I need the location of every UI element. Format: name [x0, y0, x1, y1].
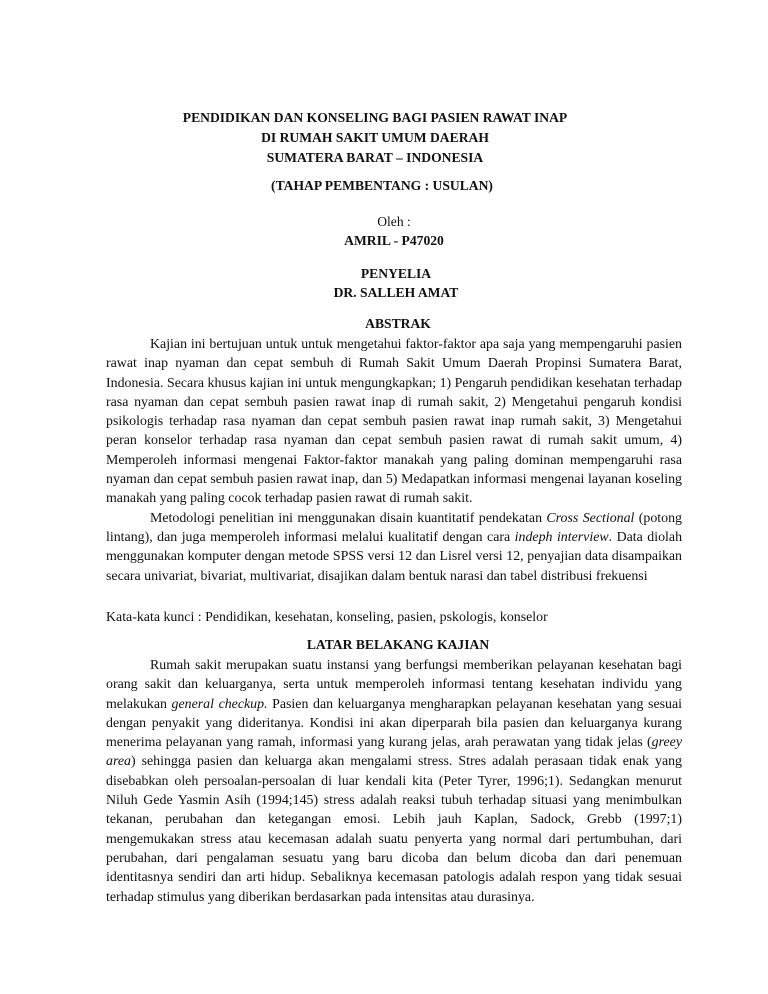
title-line-3: SUMATERA BARAT – INDONESIA [266, 150, 484, 165]
background-p1-emphasis-2: greey area [106, 735, 682, 770]
abstract-p2-emphasis-2: indeph interview [514, 529, 609, 545]
abstract-p2-emphasis-1: Cross Sectional [546, 510, 635, 526]
abstract-heading: ABSTRAK [365, 316, 431, 331]
abstract-paragraph-2 [106, 509, 682, 586]
background-p1-text-a: Rumah sakit merupakan suatu instansi yang berfungsi memberikan pelayanan kesehatan bagi orang sakit dan keluarganya, serta untuk memperoleh informasi tentang kesehatan individu yang melakukan [106, 658, 682, 712]
supervisor-label: PENYELIA [360, 266, 432, 281]
byline-label: Oleh : [377, 214, 411, 229]
proposal-stage: (TAHAP PEMBENTANG : USULAN) [271, 178, 493, 193]
abstract-paragraph-1: Kajian ini bertujuan untuk untuk mengetahui faktor-faktor apa saja yang mempengaruhi pasien rawat inap nyaman dan cepat sembuh di Rumah Sakit Umum Daerah Propinsi Sumatera Barat, Indonesia. Secara khusus kajian ini untuk mengungkapkan; 1) Pengaruh pendidikan kesehatan terhadap rasa nyaman dan cepat sembuh pasien rawat inap di rumah sakit, 2) Mengetahui pengaruh kondisi psikologis terhadap rasa nyaman dan cepat sembuh pasien rawat inap rumah sakit, 3) Mengetahui peran konselor terhadap rasa nyaman dan cepat sembuh pasien rawat di rumah sakit umum, 4) Memperoleh informasi mengenai Faktor-faktor manakah yang paling dominan mempengaruhi rasa nyaman dan cepat sembuh pasien rawat inap, dan 5) Medapatkan informasi mengenai layanan koseling manakah yang paling cocok terhadap pasien rawat di rumah sakit. [106, 337, 682, 507]
abstract-p2-text-a: Metodologi penelitian ini menggunakan disain kuantitatif pendekatan [150, 510, 547, 526]
background-paragraph-1 [106, 656, 682, 907]
author-name: AMRIL - P47020 [344, 233, 444, 248]
background-heading: LATAR BELAKANG KAJIAN [306, 637, 490, 652]
byline [10, 212, 768, 250]
title-line-2: DI RUMAH SAKIT UMUM DAERAH [261, 130, 489, 145]
supervisor-block [12, 264, 768, 302]
abstract-body [106, 335, 682, 586]
supervisor-name: DR. SALLEH AMAT [333, 285, 459, 300]
background-p1-emphasis-1: general checkup. [171, 696, 268, 712]
title-line-1: PENDIDIKAN DAN KONSELING BAGI PASIEN RAWAT INAP [182, 110, 568, 125]
abstract-p2-text-c: . Data diolah menggunakan komputer dengan metode SPSS versi 12 dan Lisrel versi 12, penyajian data disampaikan secara univariat, bivariat, multivariat, disajikan dalam bentuk narasi dan tabel distribusi frekuensi [106, 529, 683, 584]
background-body [106, 656, 682, 907]
abstract-p2-text-b: (potong lintang), dan juga memperoleh informasi melalui kualitatif dengan cara [106, 510, 683, 545]
document-title [0, 108, 759, 168]
background-p1-text-c: ) sehingga pasien dan keluarga akan mengalami stress. Stres adalah perasaan tidak enak yang disebabkan oleh persoalan-persoalan di luar kendali kita (Peter Tyrer, 1996;1). Sedangkan menurut Niluh Gede Yasmin Asih (1994;145) stress adalah reaksi tubuh terhadap situasi yang menimbulkan tekanan, perubahan dan ketegangan emosi. Lebih jauh Kaplan, Sadock, Grebb (1997;1) mengemukakan stress atau kecemasan adalah suatu penyerta yang normal dari pertumbuhan, dari perubahan, dari pengalaman sesuatu yang baru dicoba dan belum dicoba dan dari penemuan identitasnya sendiri dan arti hidup. Sebaliknya kecemasan patologis adalah respon yang tidak sesuai terhadap stimulus yang diberikan berdasarkan pada intensitas atau durasinya. [106, 754, 682, 905]
background-p1-text-b: Pasien dan keluarganya mengharapkan pelayanan kesehatan yang sesuai dengan penyakit yang dideritanya. Kondisi ini akan diperparah bila pasien dan keluarganya kurang menerima pelayanan yang ramah, informasi yang kurang jelas, arah perawatan yang tidak jelas ( [106, 696, 682, 751]
keywords-line: Kata-kata kunci : Pendidikan, kesehatan, konseling, pasien, pskologis, konselor [106, 610, 548, 625]
